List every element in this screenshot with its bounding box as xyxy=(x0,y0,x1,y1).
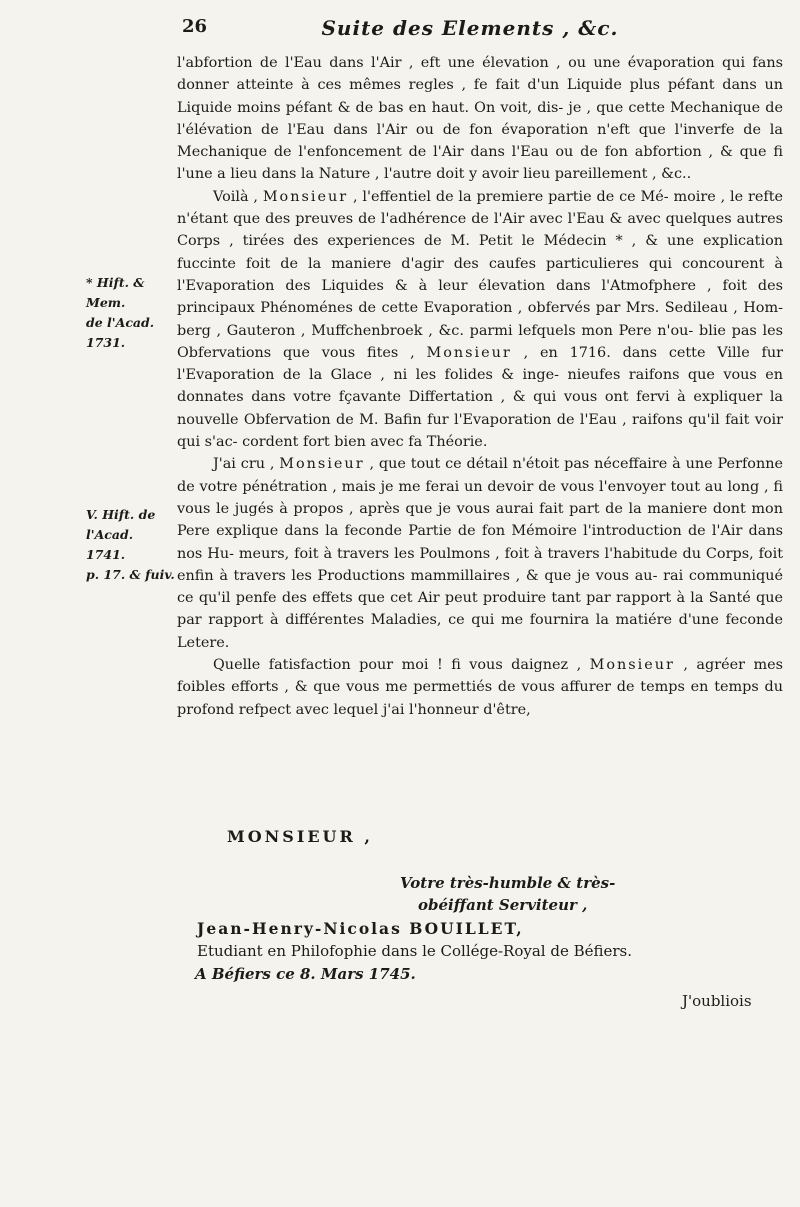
closing-formula xyxy=(400,872,780,916)
text-line: à une Perfonne de votre pénétration , mais je me ferai un devoir de xyxy=(177,456,783,495)
margin-note-line: p. 17. & fuiv. xyxy=(86,567,175,582)
margin-note-line: de l'Acad. 1731. xyxy=(86,315,155,350)
text-line: foit enfin à travers les Productions mammillaires , & que je vous au- xyxy=(177,545,783,584)
address-monsieur: Monsieur xyxy=(589,657,675,674)
text-line: péfant dans un Liquide moins péfant & de bas en haut. On voit, dis- xyxy=(177,77,783,116)
margin-note-line: * Hift. & Mem. xyxy=(86,275,145,310)
text-line: & qui vous ont fervi à expliquer la nouvelle Obfervation de M. xyxy=(177,389,783,428)
catchword: J'oubliois xyxy=(682,992,752,1010)
signature-title: Etudiant en Philofophie dans le Collége-Royal de Béfiers. xyxy=(197,942,633,960)
page-number: 26 xyxy=(182,16,208,37)
place-date: A Béfiers ce 8. Mars 1745. xyxy=(195,965,416,983)
text-line: Nature , l'autre doit y avoir lieu pareillement , &c.. xyxy=(318,166,692,183)
text-line: Liquides & à leur élevation dans l'Atmofphere , foit des principaux xyxy=(177,277,784,317)
text-line: de temps en temps du profond refpect avec lequel j'ai l'honneur d'être, xyxy=(177,679,784,718)
text-line: blie pas les Obfervations que vous fites , xyxy=(177,322,784,361)
text-line: Petit le Médecin * , & une explication fuccinte foit de la maniere xyxy=(177,233,784,272)
text-line: feconde Partie de fon Mémoire l'introduction de l'Air dans nos Hu- xyxy=(177,523,783,562)
closing-line: Votre très-humble & très- xyxy=(400,874,616,892)
margin-note-1 xyxy=(86,273,176,353)
text-line: évaporation n'eft que l'inverfe de la Mechanique de l'enfoncement de xyxy=(177,121,783,161)
text-line: dans cette Ville fur l'Evaporation de la Glace , ni les folides & inge- xyxy=(177,344,784,384)
text-line: l'abfortion de l'Eau dans l'Air , eft une élevation , ou une évaporation xyxy=(177,55,715,71)
text-line: berg , Gauteron , Muffchenbroek , &c. parmi lefquels mon Pere n'ou- xyxy=(177,322,694,339)
text-line: tant par rapport à la Santé que par rapport à différentes Maladies, xyxy=(177,590,783,629)
text-line: moire , le refte n'étant que des preuves de l'adhérence de l'Air avec xyxy=(177,188,784,228)
address-monsieur: Monsieur xyxy=(262,188,349,205)
salutation: MONSIEUR , xyxy=(227,827,373,846)
closing-line: obéiffant Serviteur , xyxy=(418,896,588,914)
text-line: , l'effentiel de la premiere partie de ce Mé- xyxy=(353,188,669,205)
margin-note-2 xyxy=(86,505,176,585)
text-line: nieufes raifons que vous en donnates dans votre fçavante Differtation , xyxy=(177,367,783,406)
signature-name: Jean-Henry-Nicolas BOUILLET, xyxy=(197,919,524,938)
text-line: Quelle fatisfaction pour moi ! fi vous daignez , xyxy=(213,657,582,674)
address-monsieur: Monsieur xyxy=(279,456,365,473)
text-line: l'Air dans l'Eau ou de fon abfortion , & que fi l'une a lieu dans la xyxy=(177,144,783,183)
text-line: d'agir des caufes particulieres qui concourent à l'Evaporation des xyxy=(177,255,783,294)
body-text xyxy=(177,52,783,721)
paragraph-3 xyxy=(177,453,783,654)
address-monsieur: Monsieur xyxy=(426,344,512,361)
text-line: qui fans donner atteinte à ces mêmes regles , fe fait d'un Liquide plus xyxy=(177,55,783,94)
text-line: cordent fort bien avec fa Théorie. xyxy=(242,434,488,451)
text-line: rai communiqué ce qu'il penfe des effets que cet Air peut produire xyxy=(177,567,783,607)
text-line: je , que cette Mechanique de l'élévation de l'Eau dans l'Air ou de fon xyxy=(177,99,783,138)
running-title: Suite des Elements , &c. xyxy=(321,16,619,40)
text-line: vous l'envoyer tout au long , fi vous le jugés à propos , après que je xyxy=(177,478,783,517)
text-line: Bafin fur l'Evaporation de l'Eau , raifons qu'il fait voir qui s'ac- xyxy=(177,411,783,451)
text-line: , xyxy=(683,657,688,674)
text-line: meurs, foit à travers les Poulmons , foit à travers l'habitude du Corps, xyxy=(238,545,754,562)
text-line: Phénoménes de cette Evaporation , obfervés par Mrs. Sedileau , Hom- xyxy=(260,300,783,317)
paragraph-4 xyxy=(177,654,783,721)
text-line: agréer mes foibles efforts , & que vous me permettiés de vous affurer xyxy=(177,657,783,696)
text-line: J'ai cru , xyxy=(213,456,275,473)
text-line: vous aurai fait part de la maniere dont mon Pere explique dans la xyxy=(177,500,783,540)
text-line: l'Eau & avec quelques autres Corps , tirées des experiences de M. xyxy=(177,211,783,250)
page-header xyxy=(150,16,790,44)
paragraph-1 xyxy=(177,52,783,186)
text-line: Voilà , xyxy=(213,188,258,205)
margin-note-line: l'Acad. 1741. xyxy=(86,527,134,562)
text-line: ce qui me fournira la matiére d'une feconde Letere. xyxy=(177,612,784,651)
text-line: , que tout ce détail n'étoit pas néceffaire xyxy=(369,456,668,473)
text-line: , en 1716. xyxy=(523,344,611,361)
margin-note-line: V. Hift. de xyxy=(86,507,156,522)
paragraph-2 xyxy=(177,186,783,454)
